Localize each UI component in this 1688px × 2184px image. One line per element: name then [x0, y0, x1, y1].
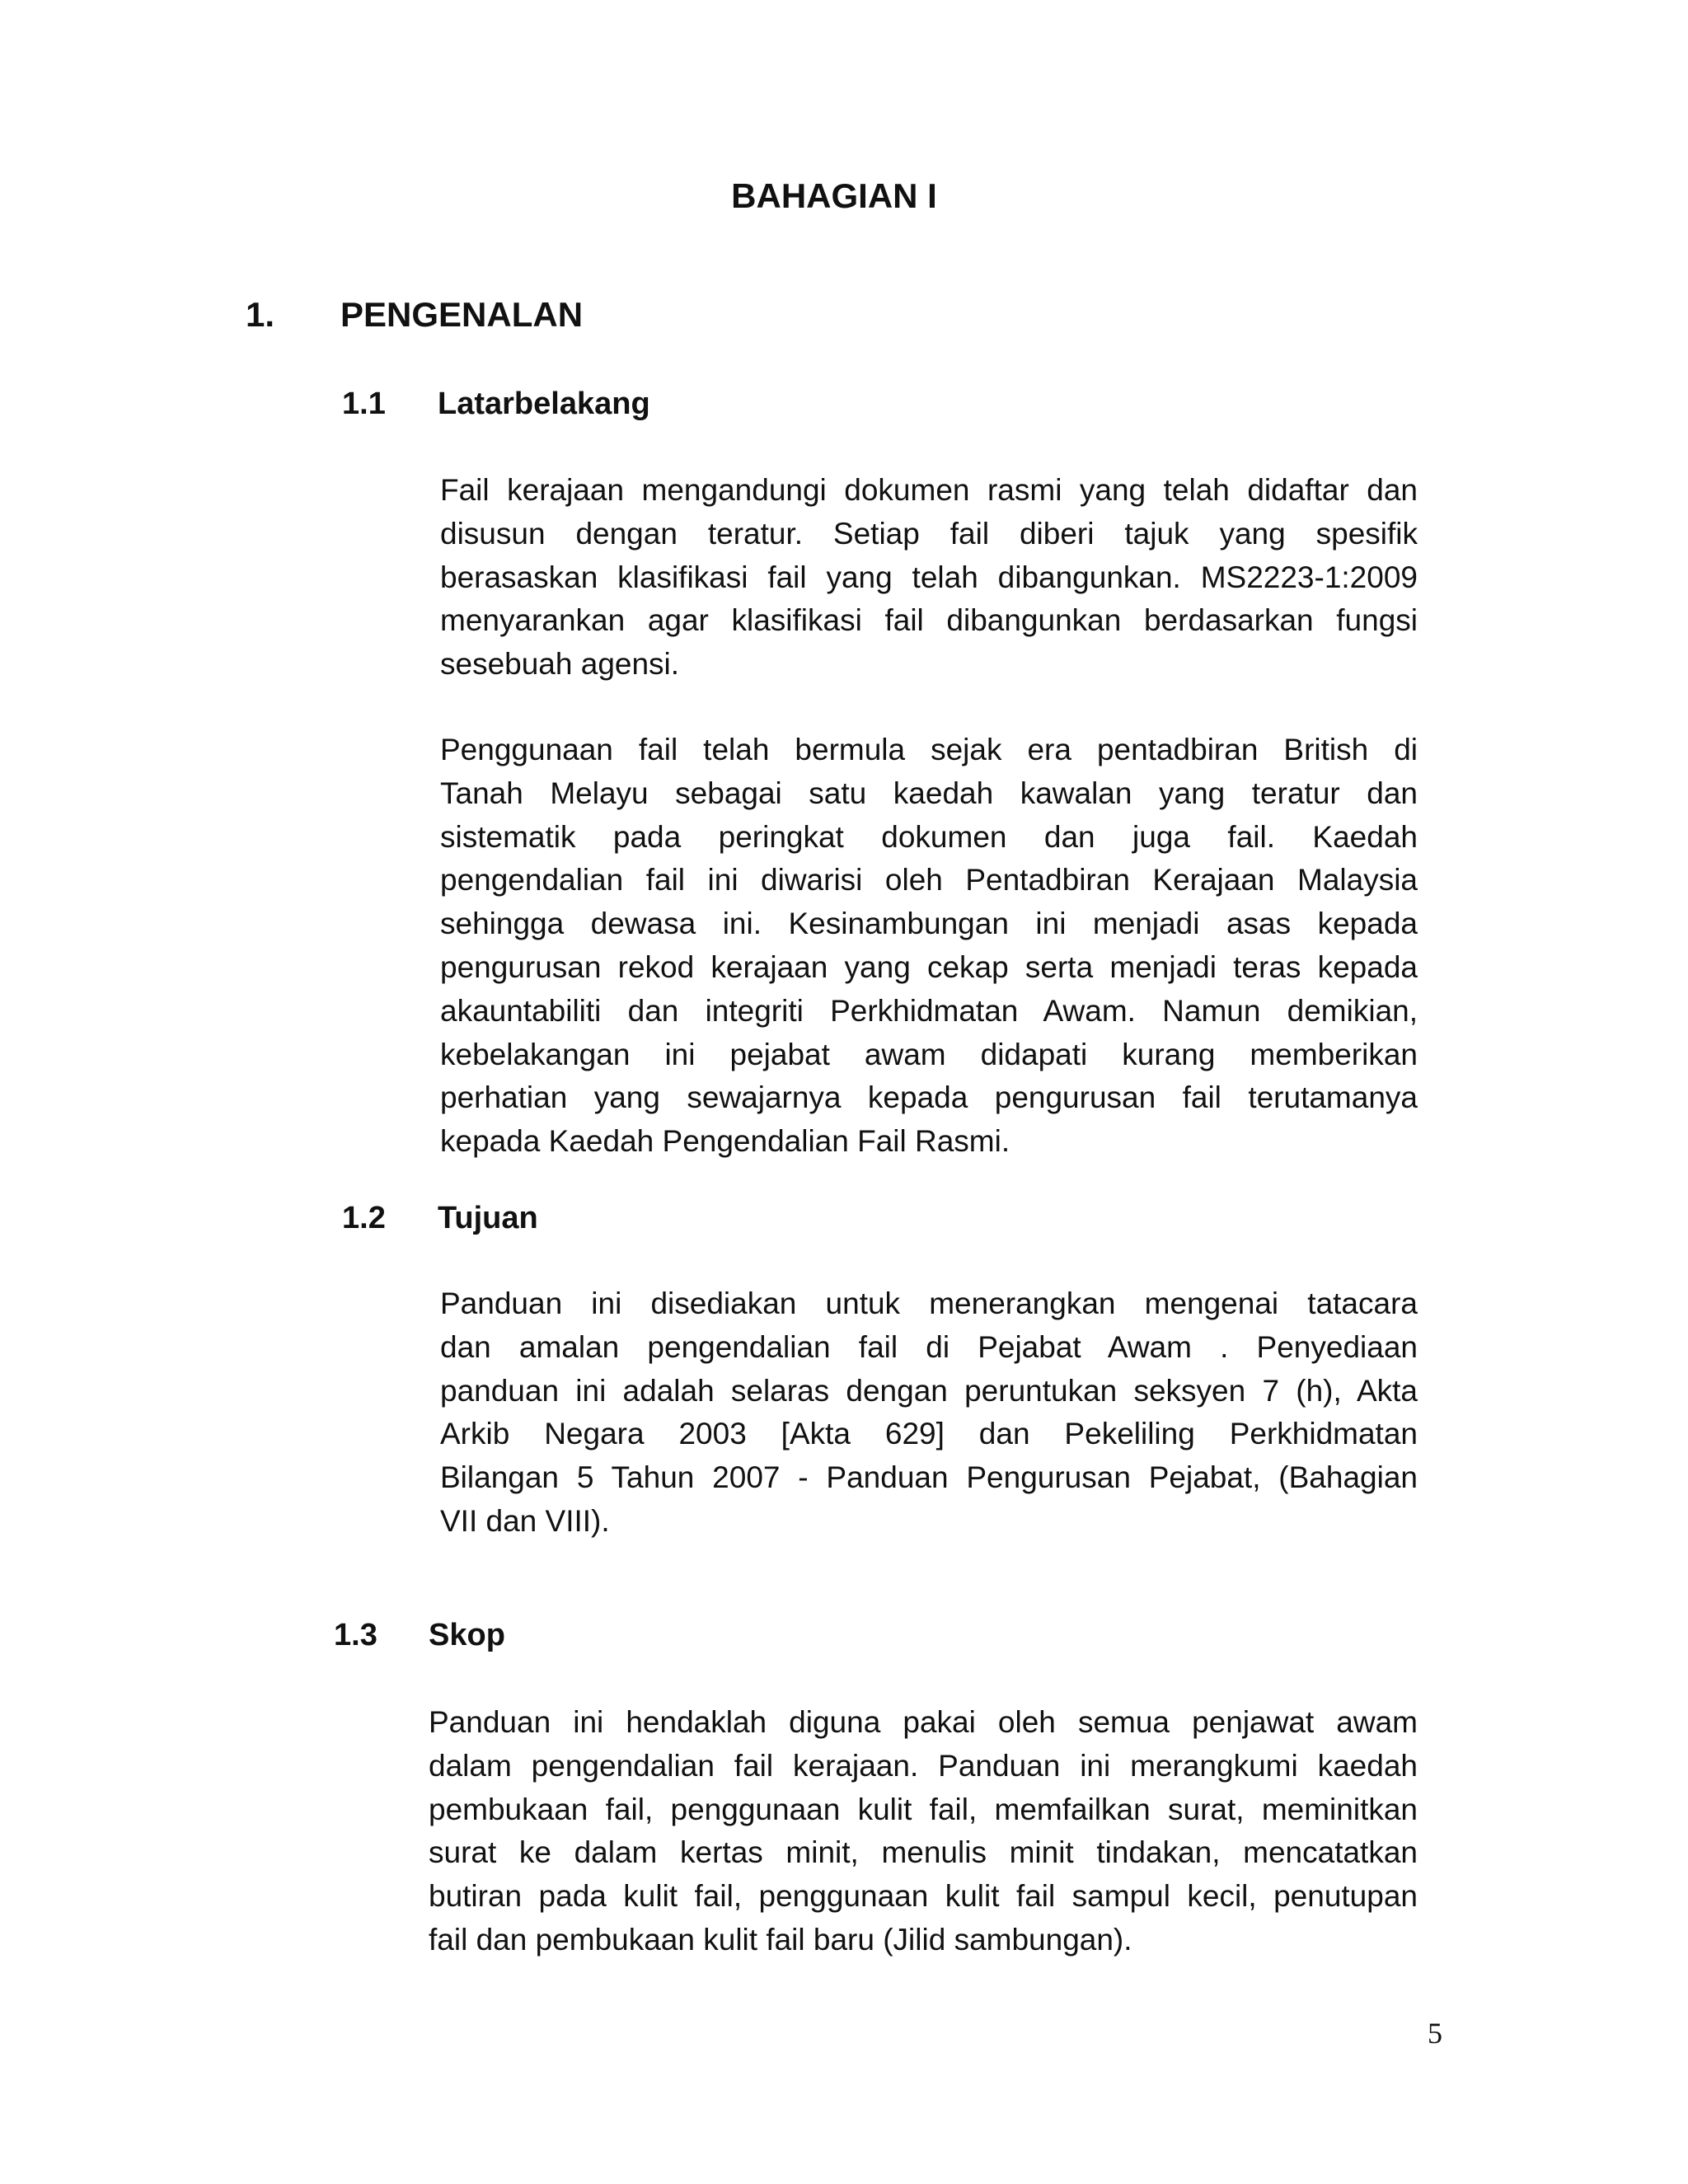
paragraph-line: panduan ini adalah selaras dengan peruntukan seksyen 7 (h), Akta [440, 1373, 1418, 1408]
paragraph-line: Panduan ini disediakan untuk menerangkan mengenai tatacara [440, 1286, 1418, 1320]
paragraph-line: Fail kerajaan mengandungi dokumen rasmi yang telah didaftar dan [440, 473, 1418, 507]
subsection-title: Skop [429, 1618, 505, 1652]
subsection-title: Tujuan [438, 1201, 538, 1235]
paragraph-line: berasaskan klasifikasi fail yang telah dibangunkan. MS2223-1:2009 [440, 560, 1418, 594]
paragraph-line: menyarankan agar klasifikasi fail dibangunkan berdasarkan fungsi [440, 603, 1418, 638]
paragraph-line: dalam pengendalian fail kerajaan. Panduan ini merangkumi kaedah [429, 1748, 1418, 1783]
paragraph-line: Panduan ini hendaklah diguna pakai oleh semua penjawat awam [429, 1705, 1418, 1739]
paragraph-line: Arkib Negara 2003 [Akta 629] dan Pekeliling Perkhidmatan [440, 1417, 1418, 1451]
subsection-number: 1.3 [334, 1618, 377, 1652]
subsection-title: Latarbelakang [438, 387, 650, 421]
subsection-number: 1.1 [342, 387, 386, 421]
paragraph [440, 1282, 1418, 1544]
paragraph-line: butiran pada kulit fail, penggunaan kulit fail sampul kecil, penutupan [429, 1879, 1418, 1914]
paragraph-line: disusun dengan teratur. Setiap fail diberi tajuk yang spesifik [440, 516, 1418, 551]
paragraph-line: pengendalian fail ini diwarisi oleh Pentadbiran Kerajaan Malaysia [440, 863, 1418, 898]
paragraph-line: pembukaan fail, penggunaan kulit fail, memfailkan surat, meminitkan [429, 1792, 1418, 1826]
part-title: BAHAGIAN I [731, 176, 937, 215]
paragraph-line: sistematik pada peringkat dokumen dan juga fail. Kaedah [440, 819, 1418, 854]
paragraph-line: sesebuah agensi. [440, 647, 680, 682]
paragraph-line: surat ke dalam kertas minit, menulis minit tindakan, mencatatkan [429, 1835, 1418, 1870]
paragraph-line: fail dan pembukaan kulit fail baru (Jilid sambungan). [429, 1922, 1132, 1957]
paragraph-line: Penggunaan fail telah bermula sejak era pentadbiran British di [440, 733, 1418, 766]
paragraph [440, 469, 1418, 687]
paragraph-line: pengurusan rekod kerajaan yang cekap serta menjadi teras kepada [440, 949, 1418, 984]
paragraph [440, 729, 1418, 1164]
subsection-number: 1.2 [342, 1201, 386, 1235]
section-number: 1. [246, 295, 275, 334]
paragraph-line: dan amalan pengendalian fail di Pejabat Awam . Penyediaan [440, 1329, 1418, 1364]
paragraph [429, 1701, 1418, 1962]
paragraph-line: VII dan VIII). [440, 1503, 610, 1538]
paragraph-line: kepada Kaedah Pengendalian Fail Rasmi. [440, 1124, 1010, 1159]
paragraph-line: akauntabiliti dan integriti Perkhidmatan Awam. Namun demikian, [440, 993, 1418, 1028]
paragraph-line: kebelakangan ini pejabat awam didapati kurang memberikan [440, 1037, 1418, 1071]
paragraph-line: perhatian yang sewajarnya kepada pengurusan fail terutamanya [440, 1080, 1418, 1115]
paragraph-line: Tanah Melayu sebagai satu kaedah kawalan yang teratur dan [440, 776, 1418, 810]
paragraph-line: Bilangan 5 Tahun 2007 - Panduan Pengurusan Pejabat, (Bahagian [440, 1460, 1418, 1495]
paragraph-line: sehingga dewasa ini. Kesinambungan ini menjadi asas kepada [440, 907, 1418, 941]
page-number: 5 [1428, 2017, 1442, 2050]
section-title: PENGENALAN [340, 295, 584, 334]
